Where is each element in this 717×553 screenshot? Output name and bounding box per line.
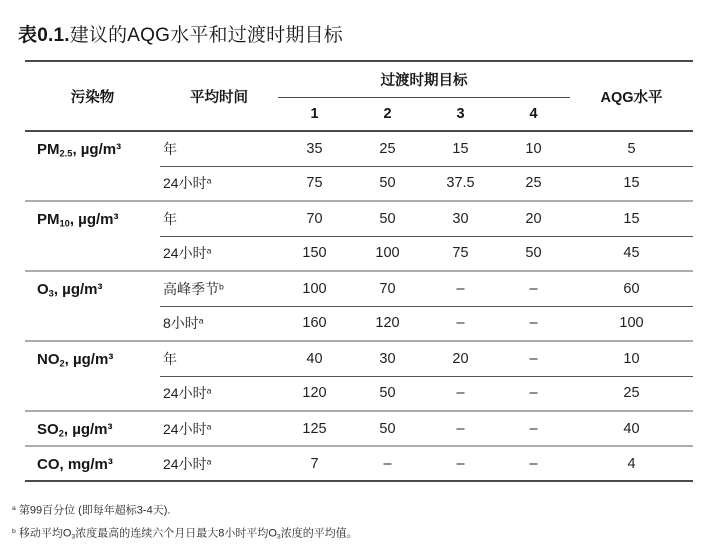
header-aqg-level: AQG水平 (600, 89, 663, 106)
table-row (25, 446, 693, 481)
interim-target-4-value: – (497, 376, 570, 411)
table-row (25, 201, 693, 236)
interim-target-3-value: 20 (424, 341, 497, 376)
interim-target-4-value: 25 (497, 166, 570, 201)
interim-target-1-value: 120 (278, 376, 351, 411)
header-pollutant: 污染物 (70, 89, 115, 106)
aqg-value: 60 (570, 271, 693, 306)
footnote-b: $^b$ 移动平均$O_3$浓度最高的连续六个月日最大8小时平均$O_3$浓度的平均值。 (12, 527, 358, 541)
superscript: b (12, 528, 16, 536)
interim-target-3-value: 15 (452, 140, 469, 157)
superscript: a (206, 421, 212, 432)
footnote-a: $^a$ 第99百分位 (即每年超标3-4天). (12, 504, 171, 517)
interim-target-1-value: 100 (278, 271, 351, 306)
header-interim-target-3: 3 (456, 105, 465, 122)
interim-target-4-value: – (497, 306, 570, 341)
interim-target-1-value: 160 (278, 306, 351, 341)
interim-target-2-value: 50 (351, 166, 424, 201)
header-averaging-time: 平均时间 (190, 89, 248, 106)
interim-target-4-value: – (497, 446, 570, 481)
subscript: 2 (59, 358, 65, 369)
interim-target-1-value: 150 (278, 236, 351, 271)
interim-target-3-value: – (424, 411, 497, 446)
table-row (25, 271, 693, 306)
aqg-value: 40 (570, 411, 693, 446)
footnotes (12, 502, 702, 553)
aqg-value: 5 (627, 140, 636, 157)
superscript: b (219, 281, 224, 292)
table-row (25, 131, 693, 166)
interim-target-2-value: 70 (351, 271, 424, 306)
averaging-time: 24小时$^a$ (160, 411, 278, 446)
interim-target-2-value: 25 (379, 140, 396, 157)
interim-target-3-value: – (424, 271, 497, 306)
subscript: 3 (71, 533, 76, 541)
pollutant-name: $O_3$, µg/m³ (25, 271, 160, 341)
superscript: a (206, 245, 212, 256)
interim-target-2-value: 30 (351, 341, 424, 376)
interim-target-3-value: – (424, 446, 497, 481)
interim-target-2-value: 50 (351, 411, 424, 446)
interim-target-1-value: 35 (306, 140, 323, 157)
interim-target-3-value: – (424, 306, 497, 341)
interim-target-1-value: 75 (278, 166, 351, 201)
interim-target-2-value: – (351, 446, 424, 481)
averaging-time: 24小时$^a$ (160, 236, 278, 271)
table-row (25, 341, 693, 376)
aqg-value: 100 (570, 306, 693, 341)
aqg-value: 4 (570, 446, 693, 481)
interim-target-1-value: 40 (278, 341, 351, 376)
subscript: 10 (59, 218, 70, 229)
interim-target-4-value: – (497, 341, 570, 376)
interim-target-2-value: 120 (351, 306, 424, 341)
interim-target-1-value: 7 (278, 446, 351, 481)
header-interim-targets: 过渡时期目标 (278, 61, 570, 97)
pollutant-name: CO, mg/m³ (25, 446, 160, 481)
averaging-time: 24小时$^a$ (160, 446, 278, 481)
interim-target-2-value: 100 (351, 236, 424, 271)
interim-target-4-value: – (497, 411, 570, 446)
aqg-value: 25 (570, 376, 693, 411)
superscript: a (198, 315, 204, 326)
aqg-value: 15 (570, 166, 693, 201)
interim-target-4-value: 20 (497, 201, 570, 236)
aqg-table (25, 60, 693, 482)
interim-target-2-value: 50 (351, 376, 424, 411)
interim-target-4-value: 50 (497, 236, 570, 271)
table-title-text: 建议的AQG水平和过渡时期目标 (69, 25, 343, 46)
table-number: 表0.1. (18, 25, 70, 46)
subscript: 3 (276, 533, 281, 541)
averaging-time: 年 (163, 140, 177, 157)
aqg-value: 45 (570, 236, 693, 271)
table-title (18, 20, 343, 47)
pollutant-name: $PM_{10}$, µg/m³ (25, 201, 160, 271)
superscript: a (12, 505, 16, 512)
subscript: 3 (48, 288, 54, 299)
averaging-time: 高峰季节$^b$ (160, 271, 278, 306)
aqg-value: 15 (570, 201, 693, 236)
interim-target-2-value: 50 (351, 201, 424, 236)
aqg-value: 10 (570, 341, 693, 376)
interim-target-4-value: – (497, 271, 570, 306)
interim-target-3-value: – (424, 376, 497, 411)
subscript: 2 (58, 428, 64, 439)
interim-target-3-value: 30 (424, 201, 497, 236)
pollutant-name: $SO_2$, µg/m³ (25, 411, 160, 446)
interim-target-4-value: 10 (525, 140, 542, 157)
subscript: 2.5 (59, 148, 73, 159)
averaging-time: 24小时$^a$ (160, 376, 278, 411)
averaging-time: 24小时$^a$ (160, 166, 278, 201)
table-header (25, 61, 693, 131)
superscript: a (206, 385, 212, 396)
superscript: a (206, 456, 212, 467)
header-interim-target-2: 2 (383, 105, 392, 122)
interim-target-3-value: 75 (424, 236, 497, 271)
header-row-main (25, 61, 693, 97)
averaging-time: 年 (160, 201, 278, 236)
pollutant-name: $PM_{2.5}$, µg/m³ (37, 141, 122, 159)
interim-target-3-value: 37.5 (424, 166, 497, 201)
header-interim-target-4: 4 (529, 105, 538, 122)
header-interim-target-1: 1 (310, 105, 319, 122)
averaging-time: 8小时$^a$ (160, 306, 278, 341)
interim-target-1-value: 70 (278, 201, 351, 236)
superscript: a (206, 175, 212, 186)
table-body (25, 131, 693, 481)
averaging-time: 年 (160, 341, 278, 376)
pollutant-name: $NO_2$, µg/m³ (25, 341, 160, 411)
table-row (25, 411, 693, 446)
interim-target-1-value: 125 (278, 411, 351, 446)
